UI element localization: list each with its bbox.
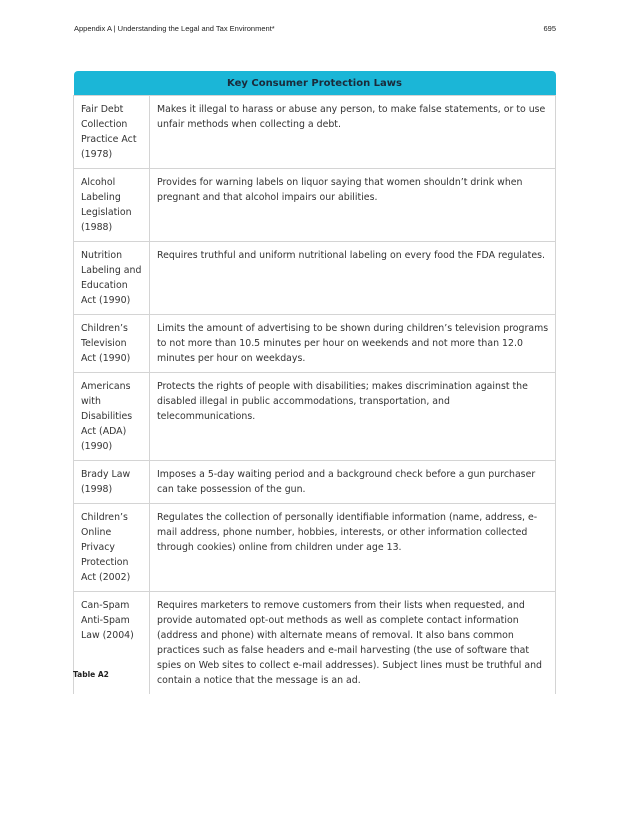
law-name: Can-Spam Anti-Spam Law (2004) (74, 592, 150, 695)
running-head: Appendix A | Understanding the Legal and Tax Environment* (74, 24, 275, 33)
law-name: Fair Debt Collection Practice Act (1978) (74, 96, 150, 169)
law-description: Requires marketers to remove customers from their lists when requested, and provide automated opt-out methods as well as complete contact information (address and phone) with alternate means of removal. It also bans common practices such as false headers and e-mail harvesting (the use of software that spies on Web sites to collect e-mail addresses). Subject lines must be truthful and contain a notice that the message is an ad. (150, 592, 556, 695)
table-row (74, 315, 556, 373)
table-row (74, 592, 556, 695)
table-row (74, 169, 556, 242)
law-name: Children’s Television Act (1990) (74, 315, 150, 373)
law-name: Brady Law (1998) (74, 461, 150, 504)
law-description: Provides for warning labels on liquor saying that women shouldn’t drink when pregnant and that alcohol impairs our abilities. (150, 169, 556, 242)
law-description: Requires truthful and uniform nutritional labeling on every food the FDA regulates. (150, 242, 556, 315)
table-row (74, 96, 556, 169)
table-row (74, 461, 556, 504)
table-row (74, 504, 556, 592)
law-description: Limits the amount of advertising to be shown during children’s television programs to not more than 10.5 minutes per hour on weekends and not more than 12.0 minutes per hour on weekdays. (150, 315, 556, 373)
table-caption: Key Consumer Protection Laws (74, 71, 556, 96)
table-label: Table A2 (73, 670, 109, 679)
law-name: Nutrition Labeling and Education Act (1990) (74, 242, 150, 315)
law-description: Protects the rights of people with disabilities; makes discrimination against the disabled illegal in public accommodations, transportation, and telecommunications. (150, 373, 556, 461)
law-description: Imposes a 5-day waiting period and a background check before a gun purchaser can take possession of the gun. (150, 461, 556, 504)
table-row (74, 242, 556, 315)
law-name: Alcohol Labeling Legislation (1988) (74, 169, 150, 242)
law-name: Children’s Online Privacy Protection Act (2002) (74, 504, 150, 592)
consumer-laws-table (73, 71, 556, 694)
law-description: Regulates the collection of personally identifiable information (name, address, e-mail address, phone number, hobbies, interests, or other information collected through cookies) online from children under age 13. (150, 504, 556, 592)
law-description: Makes it illegal to harass or abuse any person, to make false statements, or to use unfair methods when collecting a debt. (150, 96, 556, 169)
page-number: 695 (543, 24, 556, 33)
table-row (74, 373, 556, 461)
law-name: Americans with Disabilities Act (ADA) (1990) (74, 373, 150, 461)
